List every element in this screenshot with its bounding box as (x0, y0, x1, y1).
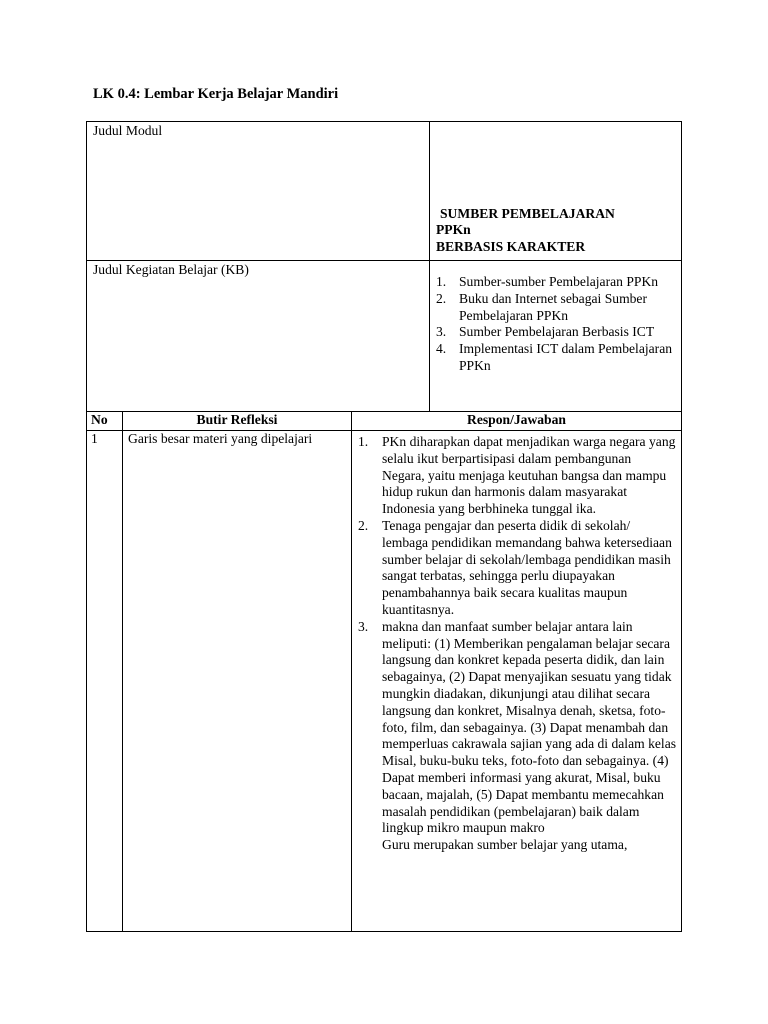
col-header-no: No (87, 412, 123, 431)
worksheet (86, 121, 681, 932)
row-butir: Garis besar materi yang dipelajari (123, 431, 352, 932)
row-number: 1 (87, 431, 123, 932)
page-title: LK 0.4: Lembar Kerja Belajar Mandiri (93, 86, 339, 102)
kb-item: 2. Buku dan Internet sebagai Sumber Pembelajaran PPKn (436, 290, 647, 323)
kb-list (436, 274, 675, 375)
kb-item: 1. Sumber-sumber Pembelajaran PPKn (436, 274, 659, 289)
kb-list-cell (430, 261, 682, 412)
kb-label: Judul Kegiatan Belajar (KB) (87, 261, 430, 412)
module-title: SUMBER PEMBELAJARAN PPKn BERBASIS KARAKTER (430, 122, 682, 261)
row-respon (352, 431, 682, 932)
kb-item: 4. Implementasi ICT dalam Pembelajaran PPKn (436, 341, 673, 373)
respon-list (358, 434, 677, 753)
respon-item: 1. PKn diharapkan dapat menjadikan warga negara yang selalu ikut berpartisipasi dalam pembangunan Negara, yaitu menjaga keutuhan bangsa dan mampu hidup rukun dan harmonis dalam masyarakat Indonesia yang berbhineka tunggal ika. (358, 434, 676, 517)
table-row (87, 431, 682, 932)
module-label: Judul Modul (87, 122, 430, 261)
respon-item: 2. Tenaga pengajar dan peserta didik di sekolah/ lembaga pendidikan memandang bahwa ketersediaan sumber belajar di sekolah/lembaga pendidikan masih sangat terbatas, sehingga perlu diupayakan penambahannya baik secara kualitas maupun kuantitasnya. (358, 517, 672, 617)
col-header-butir: Butir Refleksi (123, 412, 352, 431)
header-table (86, 121, 682, 412)
kb-item: 3. Sumber Pembelajaran Berbasis ICT (436, 324, 655, 340)
respon-item: 3. makna dan manfaat sumber belajar antara lain meliputi: (1) Memberikan pengalaman belajar secara langsung dan konkret kepada peserta didik, dan lain sebagainya, (2) Dapat menyajikan sesuatu yang tidak mungkin diadakan, dikunjungi atau dilihat secara langsung dan konkret, Misalnya denah, sketsa, foto-foto, film, dan sebagainya. (3) Dapat menambah dan memperluas cakrawala sajian yang ada di dalam kelas (358, 618, 677, 752)
respon-continuation: Misal, buku-buku teks, foto-foto dan sebagainya. (4) Dapat memberi informasi yang akurat, Misal, buku bacaan, majalah, (5) Dapat membantu memecahkan masalah pendidikan (pembelajaran) baik dalam lingkup mikro maupun makro (382, 753, 669, 836)
respon-continuation: Guru merupakan sumber belajar yang utama, (382, 837, 628, 853)
reflection-table (86, 411, 682, 932)
col-header-respon: Respon/Jawaban (352, 412, 682, 431)
